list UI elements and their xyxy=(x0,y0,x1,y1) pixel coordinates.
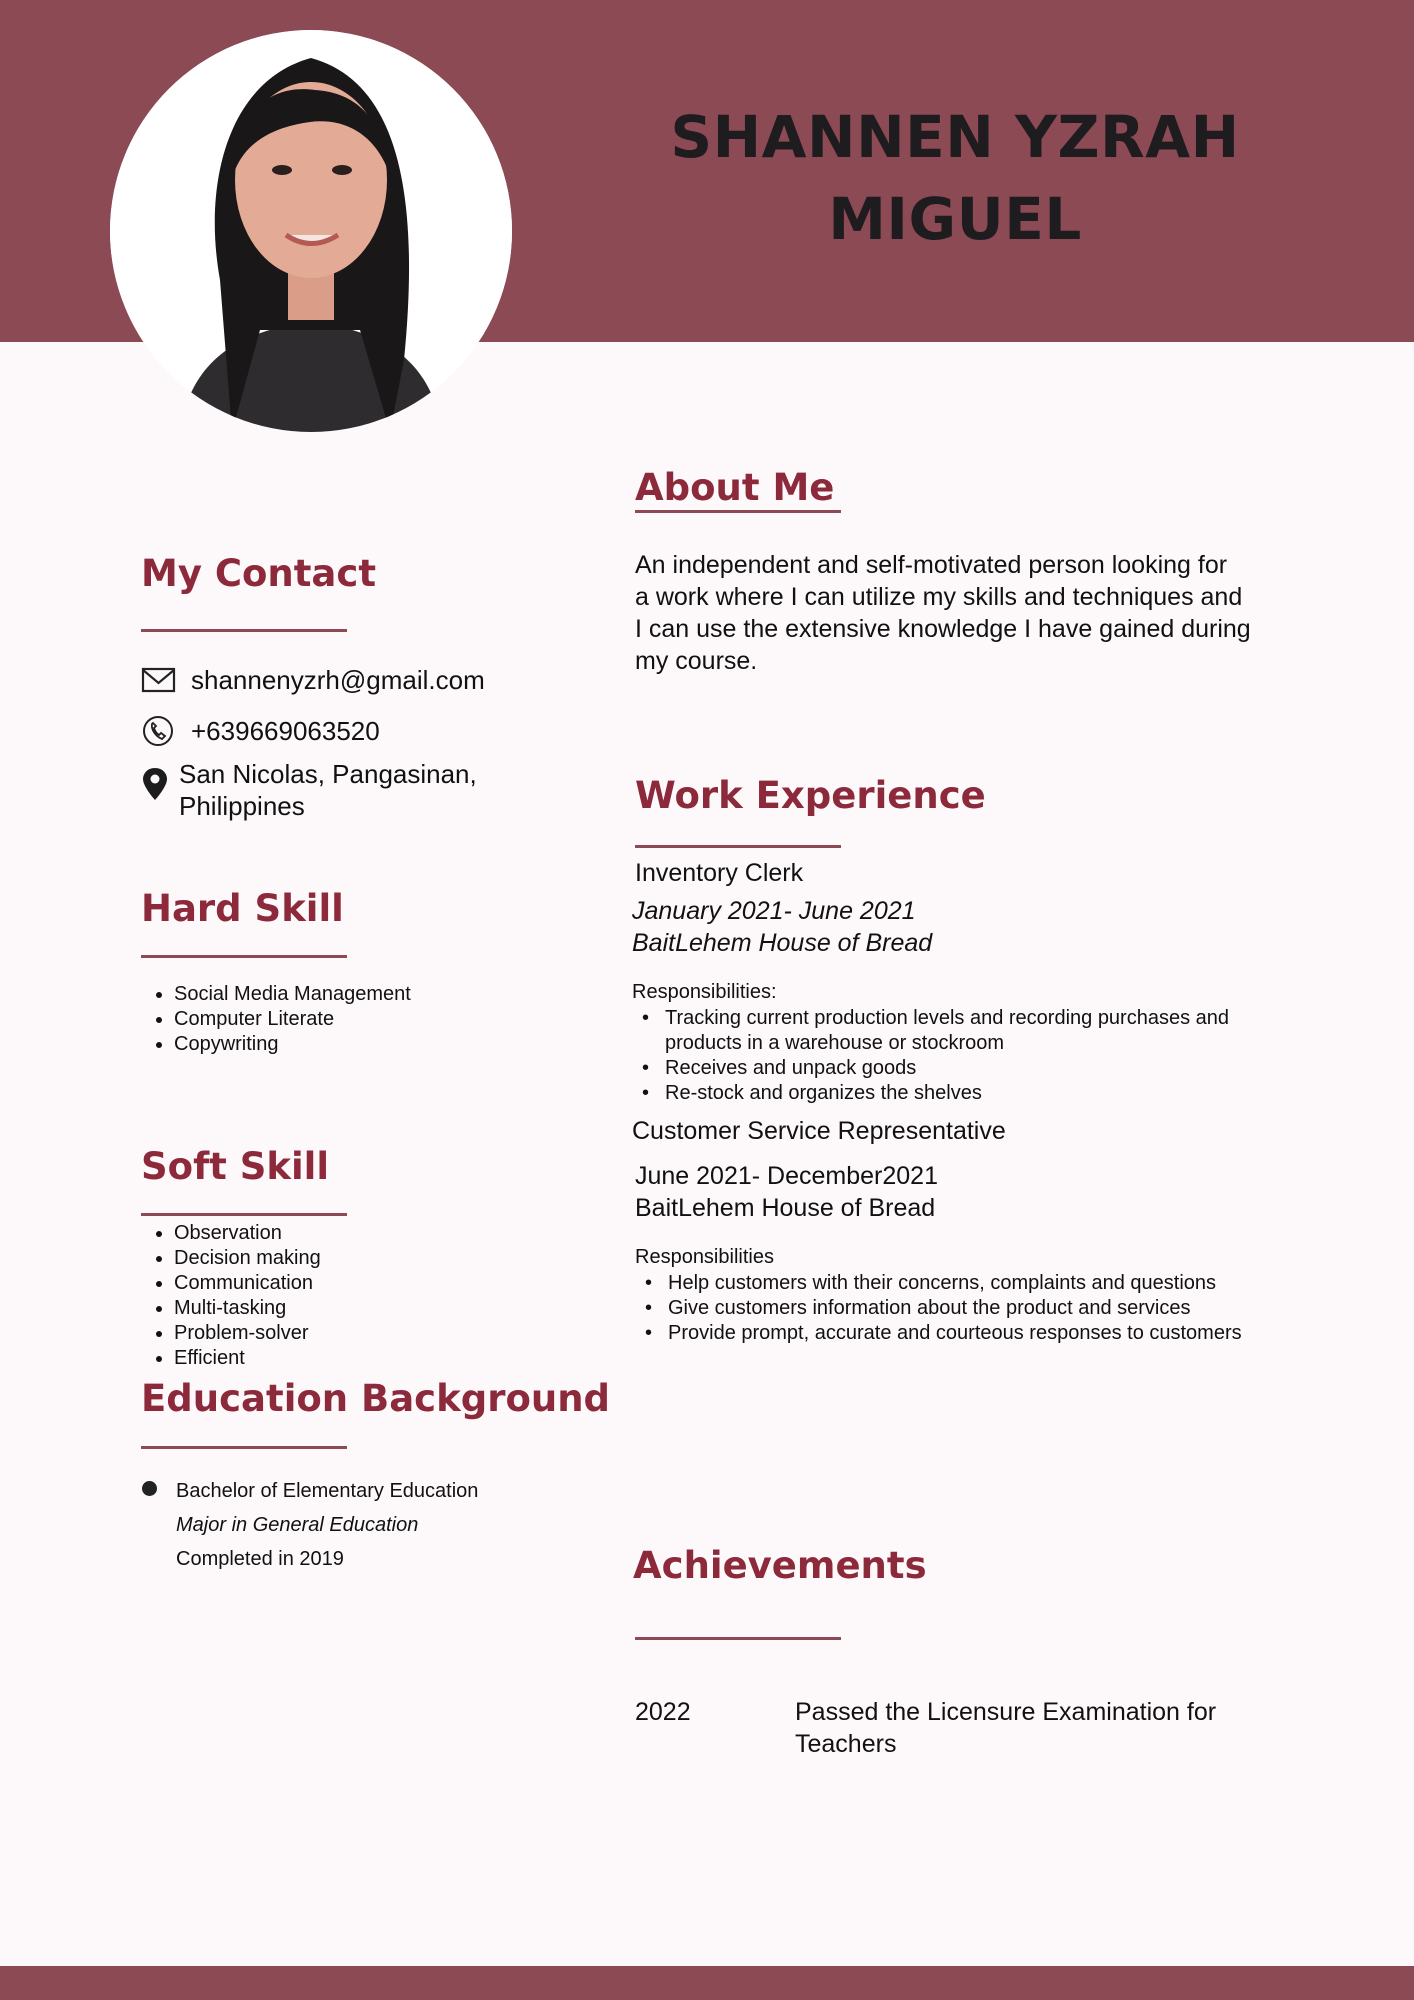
achievement-text xyxy=(795,1696,1315,1760)
list-item xyxy=(642,1056,1322,1081)
bullet-icon: • xyxy=(642,1057,650,1079)
achievements-heading-rule xyxy=(635,1637,841,1640)
list-item-text: Receives and unpack goods xyxy=(665,1057,917,1079)
job-responsibilities-label: Responsibilities xyxy=(635,1246,774,1268)
list-item: • Communication xyxy=(174,1271,574,1296)
location-pin-icon xyxy=(141,766,177,802)
bullet-icon: • xyxy=(642,1082,650,1104)
achievement-line: Teachers xyxy=(795,1730,897,1758)
mail-icon xyxy=(141,662,177,698)
education-major: Major in General Education xyxy=(176,1514,419,1536)
job-responsibilities-list xyxy=(642,1006,1322,1106)
education-entry xyxy=(176,1474,478,1576)
about-text xyxy=(635,549,1335,677)
name-line-2: MIGUEL xyxy=(828,185,1082,253)
about-line: my course. xyxy=(635,647,758,675)
list-item: • Decision making xyxy=(174,1246,574,1271)
hard-skill-heading: Hard Skill xyxy=(141,887,344,930)
address-line-2: Philippines xyxy=(179,791,305,821)
contact-heading: My Contact xyxy=(141,552,377,595)
bullet-icon: • xyxy=(642,1007,650,1029)
about-heading: About Me xyxy=(635,466,835,509)
phone-text[interactable]: +639669063520 xyxy=(191,716,380,746)
address-line-1: San Nicolas, Pangasinan, xyxy=(179,759,477,789)
candidate-name xyxy=(620,96,1290,260)
soft-skill-heading-rule xyxy=(141,1213,347,1216)
list-item-text: Provide prompt, accurate and courteous responses to customers xyxy=(668,1322,1242,1344)
job-responsibilities-label: Responsibilities: xyxy=(632,981,777,1003)
job-dates: June 2021- December2021 xyxy=(635,1162,938,1190)
list-item-text: products in a warehouse or stockroom xyxy=(665,1032,1005,1054)
job-company: BaitLehem House of Bread xyxy=(635,1194,936,1222)
list-item-text: Give customers information about the product and services xyxy=(668,1297,1191,1319)
list-item xyxy=(642,1081,1322,1106)
hard-skill-heading-rule xyxy=(141,955,347,958)
achievement-year: 2022 xyxy=(635,1698,691,1726)
list-item-text: Re-stock and organizes the shelves xyxy=(665,1082,982,1104)
soft-skill-heading: Soft Skill xyxy=(141,1145,330,1188)
list-item-text: Help customers with their concerns, complaints and questions xyxy=(668,1272,1217,1294)
list-item: • Multi-tasking xyxy=(174,1296,574,1321)
job-dates: January 2021- June 2021 xyxy=(632,897,916,925)
job-title: Customer Service Representative xyxy=(632,1117,1006,1145)
bullet-icon: • xyxy=(645,1297,653,1319)
list-item xyxy=(642,1006,1322,1056)
bullet-icon: • xyxy=(645,1322,653,1344)
list-item: • Computer Literate xyxy=(174,1007,574,1032)
education-degree: Bachelor of Elementary Education xyxy=(176,1480,479,1502)
footer-band xyxy=(0,1966,1414,2000)
email-text[interactable]: shannenyzrh@gmail.com xyxy=(191,665,485,695)
list-item: • Observation xyxy=(174,1221,574,1246)
about-line: An independent and self-motivated person looking for xyxy=(635,551,1228,579)
contact-heading-rule xyxy=(141,629,347,632)
profile-photo xyxy=(110,30,512,432)
education-heading: Education Background xyxy=(141,1377,611,1420)
address-text xyxy=(179,758,477,822)
about-line: a work where I can utilize my skills and techniques and xyxy=(635,583,1243,611)
list-item: • Copywriting xyxy=(174,1032,574,1057)
list-item: • Problem-solver xyxy=(174,1321,574,1346)
education-completed: Completed in 2019 xyxy=(176,1548,344,1570)
soft-skill-list xyxy=(141,1221,574,1371)
job-responsibilities-list xyxy=(645,1271,1325,1346)
name-line-1: SHANNEN YZRAH xyxy=(670,103,1240,171)
job-company: BaitLehem House of Bread xyxy=(632,929,933,957)
work-heading: Work Experience xyxy=(635,774,986,817)
list-item xyxy=(645,1271,1325,1296)
achievement-line: Passed the Licensure Examination for xyxy=(795,1698,1217,1726)
work-heading-rule xyxy=(635,845,841,848)
about-heading-rule xyxy=(635,510,841,513)
about-line: I can use the extensive knowledge I have gained during xyxy=(635,615,1251,643)
phone-icon xyxy=(141,713,177,749)
hard-skill-list xyxy=(141,982,574,1057)
job-title: Inventory Clerk xyxy=(635,859,804,887)
list-item xyxy=(645,1296,1325,1321)
list-item: • Social Media Management xyxy=(174,982,574,1007)
bullet-icon: • xyxy=(645,1272,653,1294)
list-item xyxy=(645,1321,1325,1346)
achievements-heading: Achievements xyxy=(633,1544,927,1587)
list-item-text: Tracking current production levels and recording purchases and xyxy=(665,1007,1230,1029)
education-bullet-icon xyxy=(142,1481,157,1496)
education-heading-rule xyxy=(141,1446,347,1449)
list-item: • Efficient xyxy=(174,1346,574,1371)
